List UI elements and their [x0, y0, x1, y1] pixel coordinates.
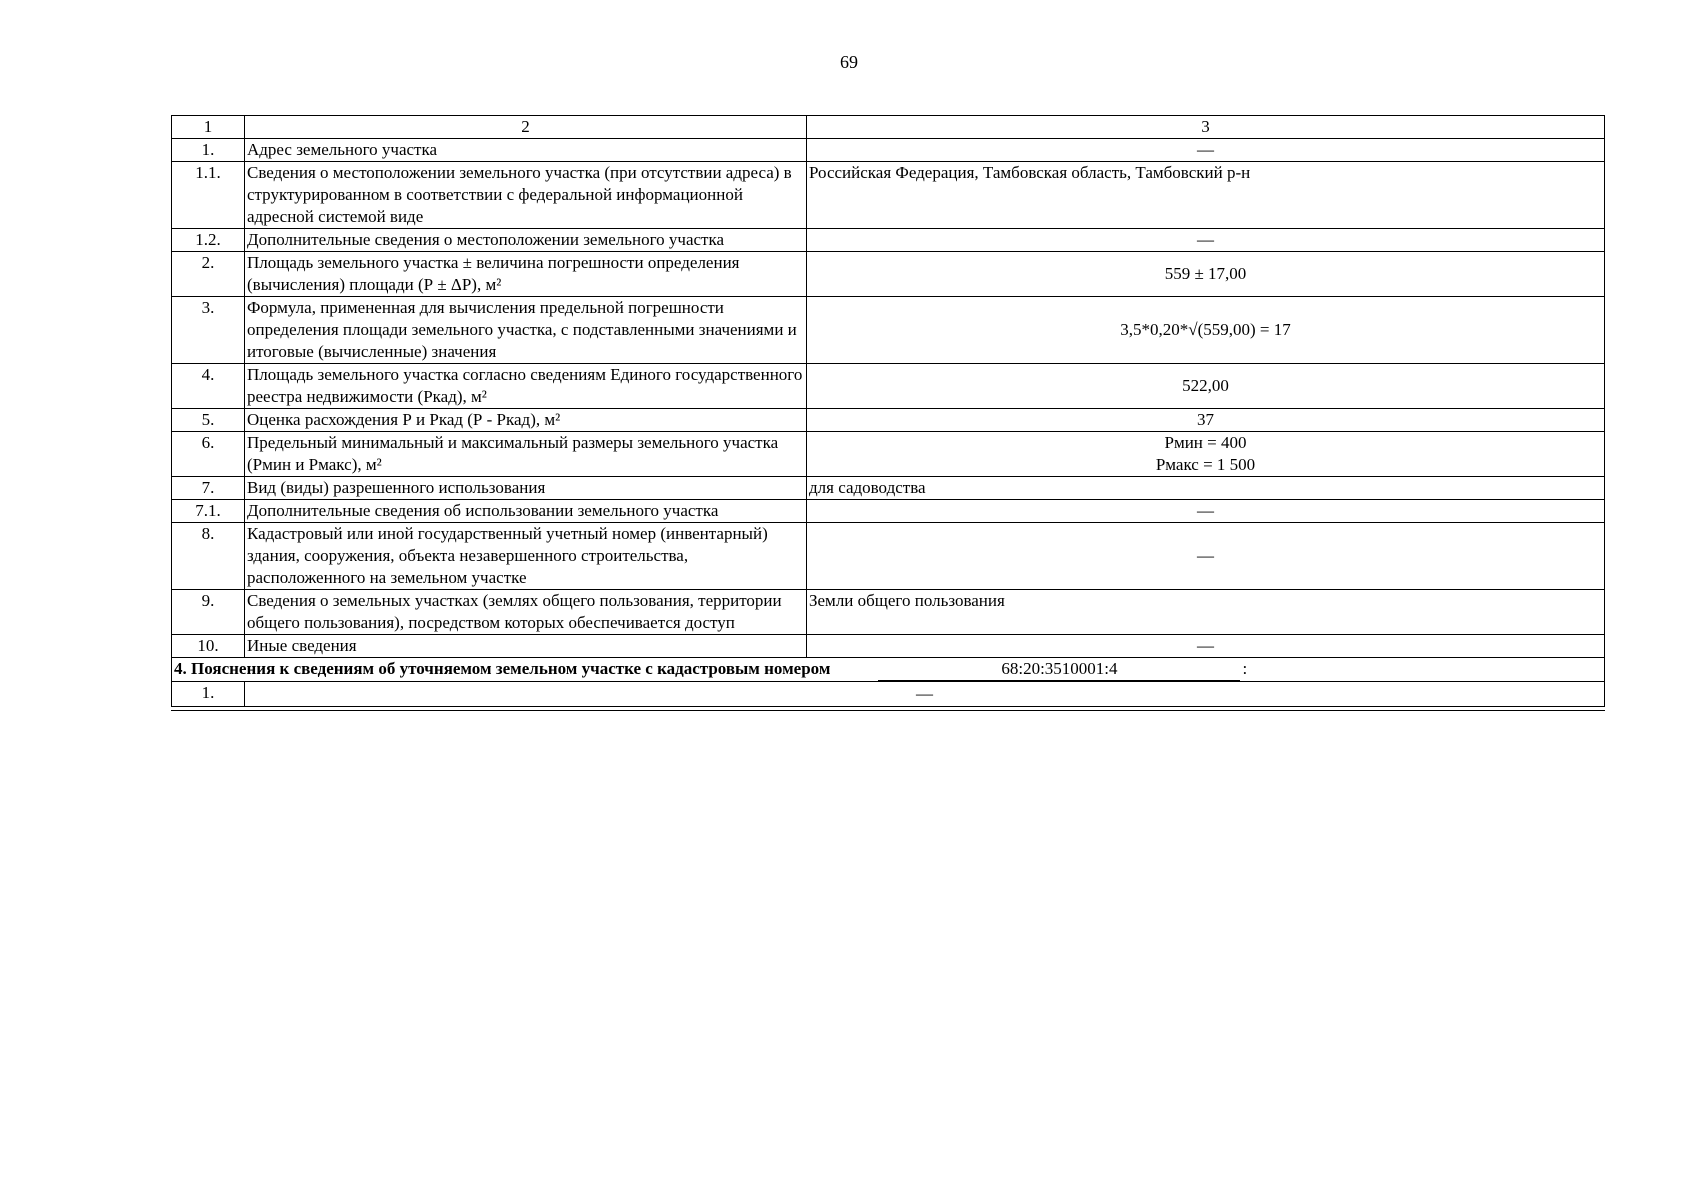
cadastral-number: 68:20:3510001:4: [878, 658, 1240, 681]
page-number: 69: [840, 52, 858, 72]
row-number: 7.1.: [172, 500, 245, 523]
row-value: Российская Федерация, Тамбовская область, Тамбовский р-н: [807, 162, 1605, 229]
table-row: [172, 364, 1605, 409]
row-value: 37: [807, 409, 1605, 432]
row-value: Земли общего пользования: [807, 590, 1605, 635]
row-value: 522,00: [807, 364, 1605, 409]
row-number: 2.: [172, 252, 245, 297]
row-value: для садоводства: [807, 477, 1605, 500]
table-row: [172, 477, 1605, 500]
row-description: Сведения о местоположении земельного участка (при отсутствии адреса) в структурированном в соответствии с федеральной информационной адресной системой виде: [245, 162, 807, 229]
header-col-3: 3: [807, 116, 1605, 139]
row-value: 3,5*0,20*√(559,00) = 17: [807, 297, 1605, 364]
row-number: 1.: [172, 682, 245, 707]
section-4-title: 4. Пояснения к сведениям об уточняемом земельном участке с кадастровым номером: [174, 659, 831, 678]
table-row: [172, 252, 1605, 297]
row-description: Дополнительные сведения о местоположении земельного участка: [245, 229, 807, 252]
row-description: Сведения о земельных участках (землях общего пользования, территории общего пользования), посредством которых обеспечивается доступ: [245, 590, 807, 635]
row-value: —: [807, 635, 1605, 658]
table-header-row: [172, 116, 1605, 139]
header-col-2: 2: [245, 116, 807, 139]
row-value: —: [807, 500, 1605, 523]
row-description: Адрес земельного участка: [245, 139, 807, 162]
table-row: [172, 635, 1605, 658]
row-description: Формула, примененная для вычисления предельной погрешности определения площади земельного участка, с подставленными значениями и итоговые (вычисленные) значения: [245, 297, 807, 364]
table-row: [172, 432, 1605, 477]
row-value: —: [245, 682, 1605, 707]
table-bottom-rule: [171, 710, 1605, 711]
table-row: [172, 409, 1605, 432]
row-number: 6.: [172, 432, 245, 477]
row-number: 4.: [172, 364, 245, 409]
row-number: 10.: [172, 635, 245, 658]
row-value-line: Рмин = 400: [1164, 433, 1247, 452]
row-description: Площадь земельного участка согласно сведениям Единого государственного реестра недвижимости (Ркад), м²: [245, 364, 807, 409]
row-value: —: [807, 523, 1605, 590]
table-row: [172, 590, 1605, 635]
row-number: 1.2.: [172, 229, 245, 252]
land-plot-info-table: [171, 115, 1605, 707]
row-number: 5.: [172, 409, 245, 432]
table-row: [172, 162, 1605, 229]
table-row: [172, 523, 1605, 590]
row-value: —: [807, 139, 1605, 162]
row-number: 9.: [172, 590, 245, 635]
row-number: 7.: [172, 477, 245, 500]
table-row: [172, 139, 1605, 162]
section-4-row: [172, 682, 1605, 707]
row-description: Кадастровый или иной государственный учетный номер (инвентарный) здания, сооружения, объекта незавершенного строительства, расположенного на земельном участке: [245, 523, 807, 590]
row-number: 3.: [172, 297, 245, 364]
section-4-colon: :: [1242, 659, 1248, 678]
section-4-header-row: [172, 658, 1605, 682]
header-col-1: 1: [172, 116, 245, 139]
row-description: Иные сведения: [245, 635, 807, 658]
row-description: Площадь земельного участка ± величина погрешности определения (вычисления) площади (Р ± ΔР), м²: [245, 252, 807, 297]
section-4-header: [172, 658, 1605, 682]
row-number: 1.1.: [172, 162, 245, 229]
row-value: 559 ± 17,00: [807, 252, 1605, 297]
table-row: [172, 229, 1605, 252]
row-value: [807, 432, 1605, 477]
row-number: 8.: [172, 523, 245, 590]
table-row: [172, 500, 1605, 523]
row-description: Вид (виды) разрешенного использования: [245, 477, 807, 500]
row-number: 1.: [172, 139, 245, 162]
row-value-line: Рмакс = 1 500: [1155, 455, 1256, 474]
table-row: [172, 297, 1605, 364]
row-description: Дополнительные сведения об использовании земельного участка: [245, 500, 807, 523]
row-value: —: [807, 229, 1605, 252]
row-description: Оценка расхождения Р и Ркад (Р - Ркад), м²: [245, 409, 807, 432]
row-description: Предельный минимальный и максимальный размеры земельного участка (Рмин и Рмакс), м²: [245, 432, 807, 477]
